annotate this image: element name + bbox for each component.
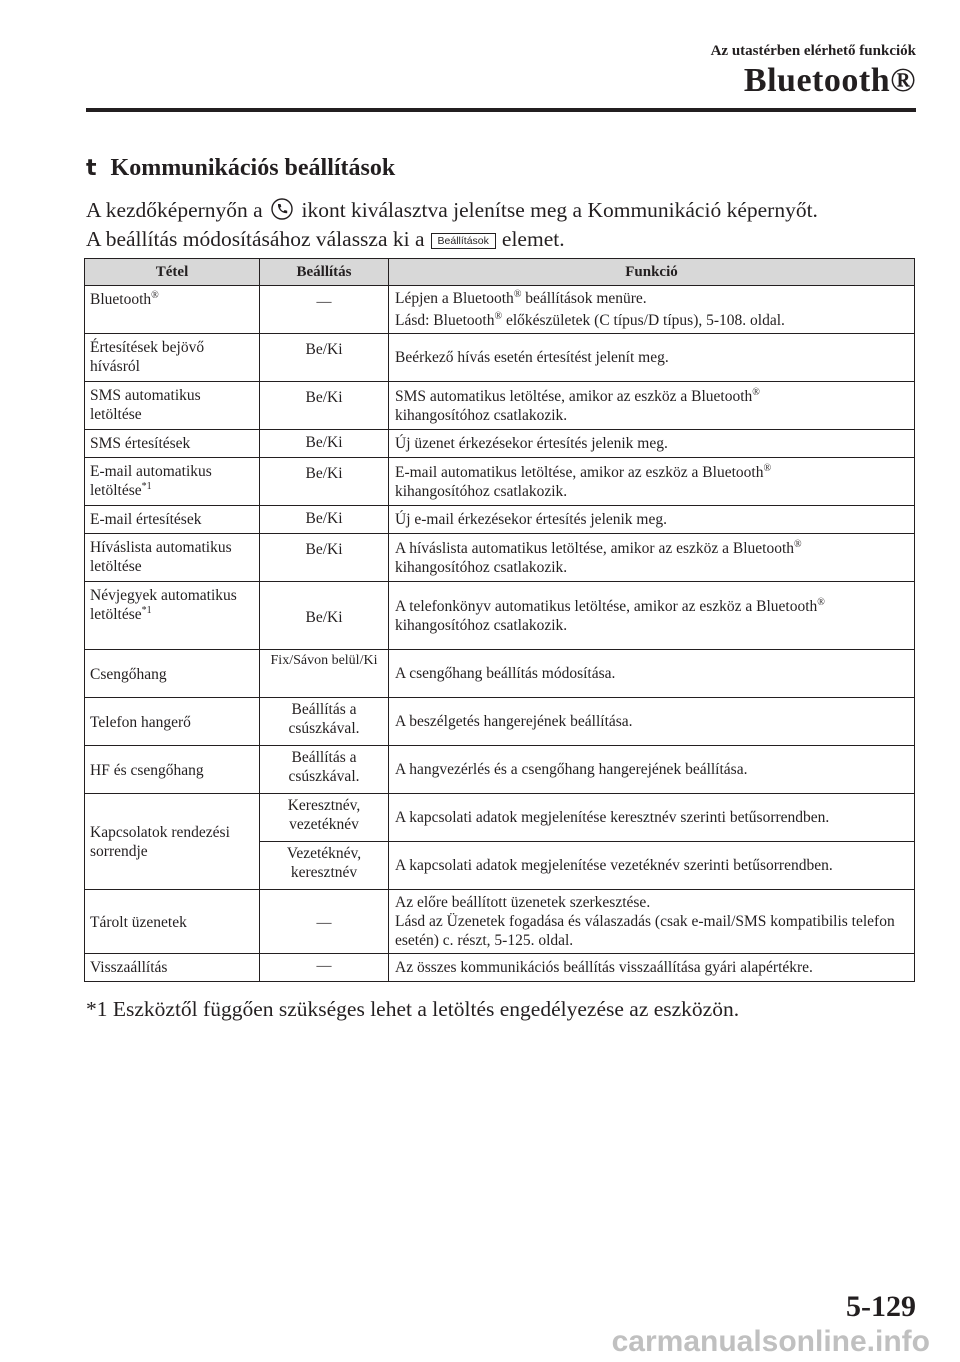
row-item: HF és csengőhang	[85, 746, 260, 794]
settings-button-reference: Beállítások	[431, 233, 496, 249]
row-setting: —	[260, 890, 389, 954]
row-item: Értesítések bejövő hívásról	[85, 334, 260, 382]
table-row	[85, 698, 915, 746]
row-item: SMS értesítések	[85, 430, 260, 458]
table-row	[85, 746, 915, 794]
row-function: Az összes kommunikációs beállítás visszaállítása gyári alapértékre.	[389, 954, 915, 982]
row-function: A csengőhang beállítás módosítása.	[389, 650, 915, 698]
row-setting: Be/Ki	[260, 582, 389, 650]
row-setting: Be/Ki	[260, 458, 389, 506]
row-setting: Be/Ki	[260, 534, 389, 582]
intro-line-1: A kezdőképernyőn a ikont kiválasztva jelenítse meg a Kommunikáció képernyőt.	[86, 198, 818, 222]
row-setting: Be/Ki	[260, 382, 389, 430]
header-function: Funkció	[389, 259, 915, 286]
row-setting: Vezetéknév, keresztnév	[260, 842, 389, 890]
row-setting: Be/Ki	[260, 334, 389, 382]
row-function: A beszélgetés hangerejének beállítása.	[389, 698, 915, 746]
row-function: E-mail automatikus letöltése, amikor az eszköz a Bluetooth® kihangosítóhoz csatlakozik.	[389, 458, 915, 506]
row-item: Kapcsolatok rendezési sorrendje	[85, 794, 260, 890]
row-item: Bluetooth®	[85, 286, 260, 334]
table-row	[85, 582, 915, 650]
row-setting: Fix/Sávon belül/Ki	[260, 650, 389, 698]
row-function: A hangvezérlés és a csengőhang hangerejének beállítása.	[389, 746, 915, 794]
row-setting: —	[260, 954, 389, 982]
section-bullet: t	[86, 156, 97, 181]
header-setting: Beállítás	[260, 259, 389, 286]
table-row	[85, 794, 915, 842]
table-row	[85, 534, 915, 582]
row-function: Beérkező hívás esetén értesítést jelenít meg.	[389, 334, 915, 382]
table-row	[85, 506, 915, 534]
row-item: Visszaállítás	[85, 954, 260, 982]
table-row	[85, 890, 915, 954]
page-title: Bluetooth®	[743, 62, 916, 99]
row-item: Híváslista automatikus letöltése	[85, 534, 260, 582]
table-row	[85, 650, 915, 698]
row-function: Lépjen a Bluetooth® beállítások menüre. Lásd: Bluetooth® előkészületek (C típus/D típus), 5-108. oldal.	[389, 286, 915, 334]
row-setting: Beállítás a csúszkával.	[260, 698, 389, 746]
row-setting: Keresztnév, vezetéknév	[260, 794, 389, 842]
table-row	[85, 334, 915, 382]
row-setting: Beállítás a csúszkával.	[260, 746, 389, 794]
row-item: E-mail automatikus letöltése$^{*1}$	[85, 458, 260, 506]
row-item: E-mail értesítések	[85, 506, 260, 534]
row-function: SMS automatikus letöltése, amikor az eszköz a Bluetooth® kihangosítóhoz csatlakozik.	[389, 382, 915, 430]
row-item: SMS automatikus letöltése	[85, 382, 260, 430]
row-function: A kapcsolati adatok megjelenítése vezetéknév szerinti betűsorrendben.	[389, 842, 915, 890]
intro-line-2: A beállítás módosításához válassza ki a Beállítások elemet.	[86, 227, 565, 251]
phone-icon	[271, 198, 293, 220]
settings-table	[84, 258, 915, 982]
row-function: A kapcsolati adatok megjelenítése keresztnév szerinti betűsorrendben.	[389, 794, 915, 842]
section-title: Kommunikációs beállítások	[110, 155, 396, 181]
table-row	[85, 458, 915, 506]
page-number: 5-129	[846, 1290, 916, 1323]
row-item: Tárolt üzenetek	[85, 890, 260, 954]
row-setting: —	[260, 286, 389, 334]
table-row	[85, 286, 915, 334]
chapter-subtitle: Az utastérben elérhető funkciók	[710, 43, 916, 59]
row-item: Csengőhang	[85, 650, 260, 698]
row-function: Új e-mail érkezésekor értesítés jelenik meg.	[389, 506, 915, 534]
footnote: *1 Eszköztől függően szükséges lehet a letöltés engedélyezése az eszközön.	[86, 997, 740, 1021]
header-item: Tétel	[85, 259, 260, 286]
row-function: A telefonkönyv automatikus letöltése, amikor az eszköz a Bluetooth® kihangosítóhoz csatlakozik.	[389, 582, 915, 650]
row-setting: Be/Ki	[260, 430, 389, 458]
table-row	[85, 954, 915, 982]
table-row	[85, 382, 915, 430]
row-item: Névjegyek automatikus letöltése$^{*1}$	[85, 582, 260, 650]
row-item: Telefon hangerő	[85, 698, 260, 746]
row-function: A híváslista automatikus letöltése, amikor az eszköz a Bluetooth® kihangosítóhoz csatlakozik.	[389, 534, 915, 582]
row-function: Az előre beállított üzenetek szerkesztése. Lásd az Üzenetek fogadása és válaszadás (csak e-mail/SMS kompatibilis telefon esetén) c. részt, 5-125. oldal.	[389, 890, 915, 954]
header-rule	[86, 108, 916, 112]
section-heading	[86, 155, 395, 182]
row-function: Új üzenet érkezésekor értesítés jelenik meg.	[389, 430, 915, 458]
table-header-row	[85, 259, 915, 286]
watermark: carmanualsonline.info	[611, 1325, 930, 1358]
row-setting: Be/Ki	[260, 506, 389, 534]
table-row	[85, 430, 915, 458]
intro-text	[86, 196, 916, 254]
